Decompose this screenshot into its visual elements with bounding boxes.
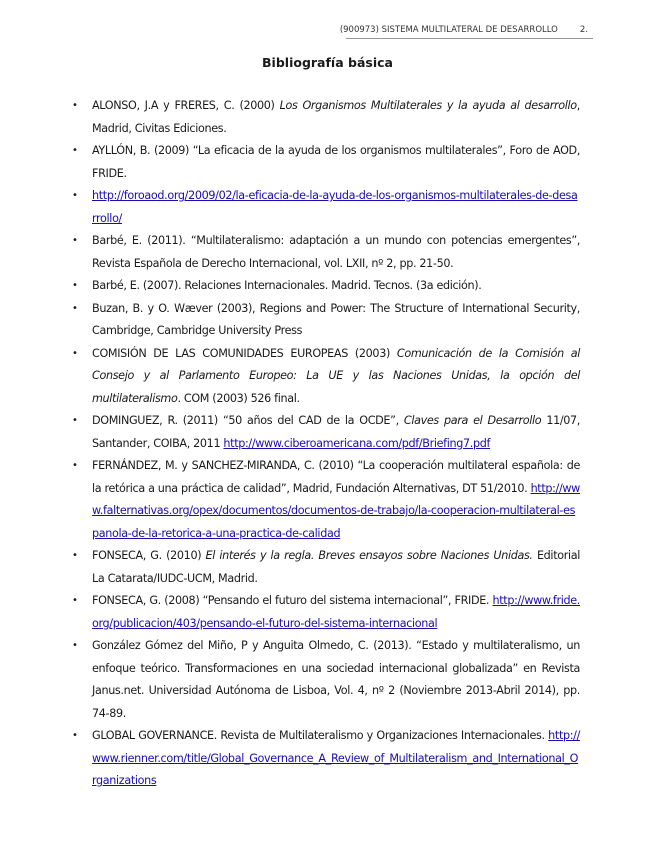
reference-link[interactable]: http://www.ciberoamericana.com/pdf/Briefing7.pdf [223,436,491,450]
header-text: (900973) SISTEMA MULTILATERAL DE DESARROLLO [339,25,558,35]
bullet-icon: • [72,460,78,471]
page-number: 2. [579,25,588,35]
list-item: • ALONSO, J.A y FRERES, C. (2000) Los Organismos Multilaterales y la ayuda al desarrollo, Madrid, Civitas Ediciones. [92,95,580,140]
reference-link[interactable]: http://www.falternativas.org/opex/documentos/documentos-de-trabajo/la-cooperacion-multilateral-espanola-de-la-retorica-a-una-practica-de-calidad [92,481,580,540]
bullet-icon: • [72,640,78,651]
list-item: • COMISIÓN DE LAS COMUNIDADES EUROPEAS (2003) Comunicación de la Comisión al Consejo y al Parlamento Europeo: La UE y las Naciones Unidas, la opción del multilateralismo. COM (2003) 526 final. [92,343,580,411]
list-item: • AYLLÓN, B. (2009) “La eficacia de la ayuda de los organismos multilaterales”, Foro de AOD, FRIDE. [92,140,580,185]
list-item: • DOMINGUEZ, R. (2011) “50 años del CAD de la OCDE”, Claves para el Desarrollo 11/07, Santander, COIBA, 2011 http://www.ciberoamericana.com/pdf/Briefing7.pdf [92,410,580,455]
reference-link[interactable]: http://www.fride.org/publicacion/403/pensando-el-futuro-del-sistema-internacional [92,594,580,630]
bullet-icon: • [72,550,78,561]
reference-link[interactable]: http://www.rienner.com/title/Global_Governance_A_Review_of_Multilateralism_and_International_Organizations [92,729,580,787]
bullet-icon: • [72,100,78,111]
bullet-icon: • [72,415,78,426]
bullet-icon: • [72,190,78,201]
section-title: Bibliografía básica [262,55,393,70]
reference-link[interactable]: http://foroaod.org/2009/02/la-eficacia-de-la-ayuda-de-los-organismos-multilaterales-de-desarrollo/ [92,189,578,225]
bullet-icon: • [72,280,78,291]
bullet-icon: • [72,235,78,246]
bullet-icon: • [72,595,78,606]
bullet-icon: • [72,347,78,359]
list-item: • Barbé, E. (2007). Relaciones Internacionales. Madrid. Tecnos. (3a edición). [92,275,580,298]
list-item: • FONSECA, G. (2008) “Pensando el futuro del sistema internacional”, FRIDE. http://www.fride.org/publicacion/403/pensando-el-futuro-del-sistema-internacional [92,590,580,635]
list-item: • Buzan, B. y O. Wæver (2003), Regions and Power: The Structure of International Security, Cambridge, Cambridge University Press [92,298,580,343]
list-item: • González Gómez del Miño, P y Anguita Olmedo, C. (2013). “Estado y multilateralismo, un enfoque teórico. Transformaciones en una sociedad internacional globalizada” en Revista Janus.net. Universidad Autónoma de Lisboa, Vol. 4, nº 2 (Noviembre 2013-Abril 2014), pp. 74-89. [92,635,580,725]
bullet-icon: • [72,302,78,314]
bullet-icon: • [72,145,78,156]
bullet-icon: • [72,730,78,741]
list-item: • FERNÁNDEZ, M. y SANCHEZ-MIRANDA, C. (2010) “La cooperación multilateral española: de la retórica a una práctica de calidad”, Madrid, Fundación Alternativas, DT 51/2010. http://www.falternativas.org/opex/documentos/documentos-de-trabajo/la-cooperacion-multilateral-espanola-de-la-retorica-a-una-practica-de-calidad [92,455,580,545]
list-item: • GLOBAL GOVERNANCE. Revista de Multilateralismo y Organizaciones Internacionales. http://www.rienner.com/title/Global_Governance_A_Review_of_Multilateralism_and_International_Organizations [92,725,580,793]
bibliography-list [72,95,581,793]
list-item: • Barbé, E. (2011). “Multilateralismo: adaptación a un mundo con potencias emergentes”, Revista Española de Derecho Internacional, vol. LXII, nº 2, pp. 21-50. [92,230,580,275]
header-rule [346,38,593,39]
list-item: • FONSECA, G. (2010) El interés y la regla. Breves ensayos sobre Naciones Unidas. Editorial La Catarata/IUDC-UCM, Madrid. [92,545,580,590]
page-header [340,25,588,35]
list-item [72,185,580,230]
